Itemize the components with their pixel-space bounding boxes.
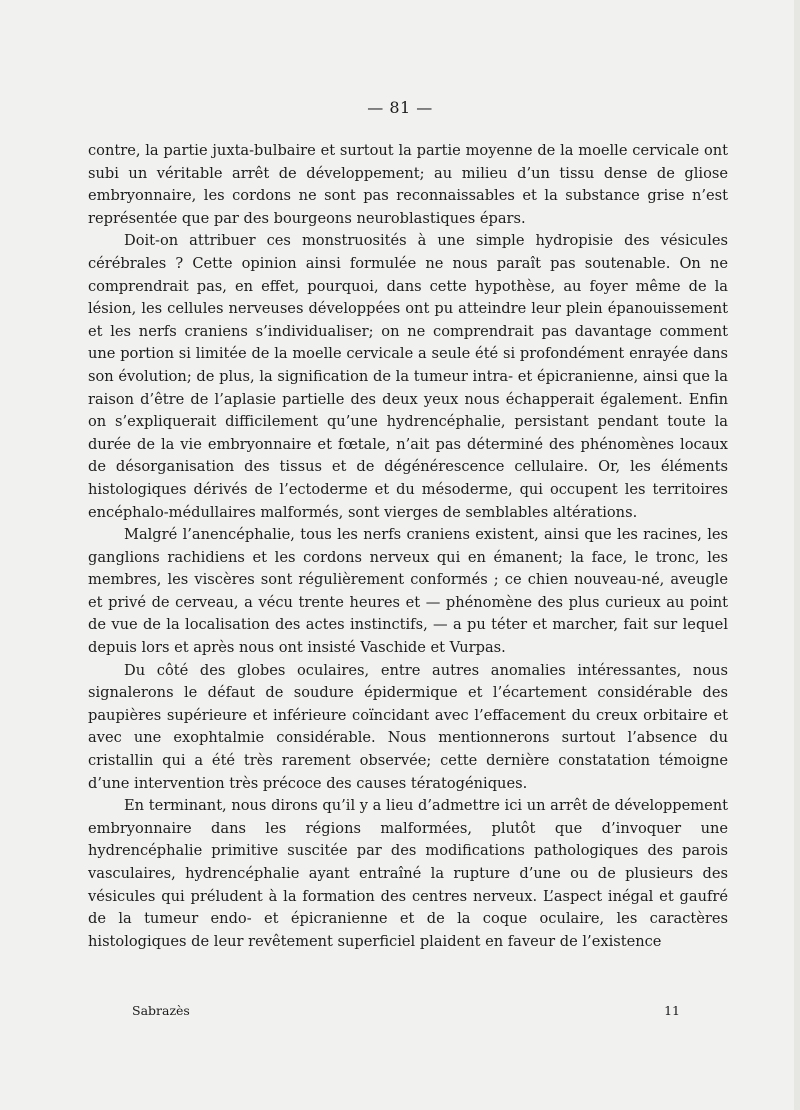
paragraph-2: Doit-on attribuer ces monstruosités à une simple hydropisie des vésicules cérébrales ? Cette opinion ainsi formulée ne nous paraît pas soutenable. On ne comprendrait pas, en effet, pourquoi, dans cette hypothèse, au foyer même de la lésion, les cellules nerveuses développées ont pu atteindre leur plein épanouissement et les nerfs craniens s’individualiser; on ne comprendrait pas davantage comment une portion si limitée de la moelle cervicale a seule été si profondément enrayée dans son évolution; de plus, la signification de la tumeur intra- et épicranienne, ainsi que la raison d’être de l’aplasie partielle des deux yeux nous échapperait également. Enfin on s’expliquerait difficilement qu’une hydrencéphalie, persistant pendant toute la durée de la vie embryonnaire et fœtale, n’ait pas déterminé des phénomènes locaux de désorganisation des tissus et de dégénérescence cellulaire. Or, les éléments histologiques dérivés de l’ectoderme et du mésoderme, qui occupent les territoires encéphalo-médullaires malformés, sont vierges de semblables altérations. — [88, 232, 728, 521]
paragraph-1: contre, la partie juxta-bulbaire et surtout la partie moyenne de la moelle cervicale ont subi un véritable arrêt de développement; au milieu d’un tissu dense de gliose embryonnaire, les cordons ne sont pas reconnaissables et la substance grise n’est représentée que par des bourgeons neuroblastiques épars. — [88, 142, 728, 227]
body-text — [88, 140, 728, 953]
page-edge-shadow — [794, 0, 800, 1110]
paragraph-3: Malgré l’anencéphalie, tous les nerfs craniens existent, ainsi que les racines, les ganglions rachidiens et les cordons nerveux qui en émanent; la face, le tronc, les membres, les viscères sont régulièrement conformés ; ce chien nouveau-né, aveugle et privé de cerveau, a vécu trente heures et — phénomène des plus curieux au point de vue de la localisation des actes instinctifs, — a pu téter et marcher, fait sur lequel depuis lors et après nous ont insisté Vaschide et Vurpas. — [88, 526, 728, 657]
footer-author: Sabrazès — [132, 1003, 190, 1018]
page-number: — 81 — — [367, 98, 433, 117]
footer-signature: 11 — [664, 1003, 680, 1018]
page-footer — [132, 1003, 680, 1018]
paragraph-5: En terminant, nous dirons qu’il y a lieu d’admettre ici un arrêt de développement embryonnaire dans les régions malformées, plutôt que d’invoquer une hydrencéphalie primitive suscitée par des modifications pathologiques des parois vasculaires, hydrencéphalie ayant entraîné la rupture d’une ou de plusieurs des vésicules qui préludent à la formation des centres nerveux. L’aspect inégal et gaufré de la tumeur endo- et épicranienne et de la coque oculaire, les caractères histologiques de leur revêtement superficiel plaident en faveur de l’existence — [88, 797, 728, 950]
paragraph-4: Du côté des globes oculaires, entre autres anomalies intéressantes, nous signalerons le défaut de soudure épidermique et l’écartement considérable des paupières supérieure et inférieure coïncidant avec l’effacement du creux orbitaire et avec une exophtalmie considérable. Nous mentionnerons surtout l’absence du cristallin qui a été très rarement observée; cette dernière constatation témoigne d’une intervention très précoce des causes tératogéniques. — [88, 661, 728, 792]
